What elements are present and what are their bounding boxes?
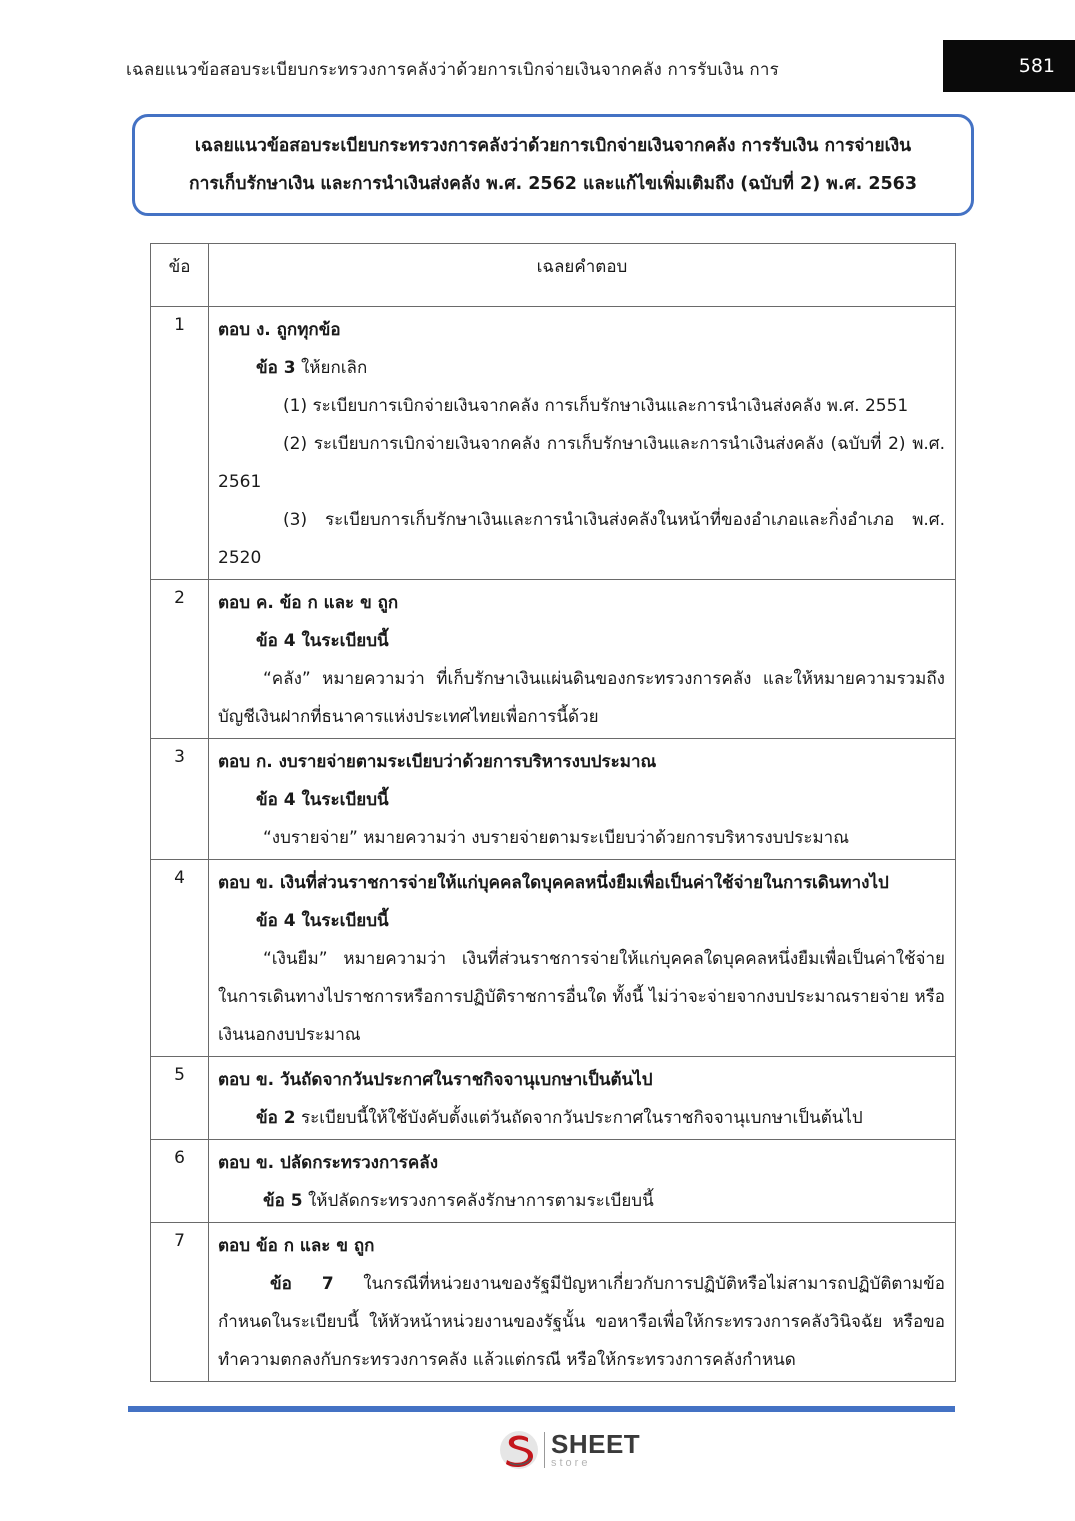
table-row: [151, 1140, 956, 1223]
logo-word: SHEET: [551, 1429, 641, 1459]
reference-label: ข้อ 3: [256, 358, 296, 378]
reference-line: [218, 1099, 945, 1137]
answer-cell: [209, 307, 956, 580]
answer-title: ตอบ ข. วันถัดจากวันประกาศในราชกิจจานุเบกษาเป็นต้นไป: [218, 1070, 653, 1090]
list-item: (2) ระเบียบการเบิกจ่ายเงินจากคลัง การเก็บรักษาเงินและการนำเงินส่งคลัง (ฉบับที่ 2) พ.ศ. 2561: [218, 434, 945, 492]
title-line-2: การเก็บรักษาเงิน และการนำเงินส่งคลัง พ.ศ. 2562 และแก้ไขเพิ่มเติมถึง (ฉบับที่ 2) พ.ศ. 2563: [188, 174, 918, 194]
explanation-paragraph: “เงินยืม” หมายความว่า เงินที่ส่วนราชการจ่ายให้แก่บุคคลใดบุคคลหนึ่งยืมเพื่อเป็นค่าใช้จ่าย ในการเดินทางไปราชการหรือการปฏิบัติราชการอื่นใด ทั้งนี้ ไม่ว่าจะจ่ายจากงบประมาณรายจ่าย หรือเงินนอกงบประมาณ: [218, 949, 945, 1045]
table-row: [151, 307, 956, 580]
answer-cell: [209, 1057, 956, 1140]
table-row: [151, 1223, 956, 1382]
logo-subword: store: [551, 1457, 591, 1469]
answer-cell: [209, 860, 956, 1057]
answer-cell: [209, 739, 956, 860]
answer-table: [150, 243, 956, 1382]
reference-text: ให้ยกเลิก: [295, 358, 368, 378]
answer-cell: [209, 1140, 956, 1223]
sheet-store-logo: [498, 1428, 640, 1472]
answer-title: ตอบ ก. งบรายจ่ายตามระเบียบว่าด้วยการบริหารงบประมาณ: [218, 752, 657, 772]
row-number: 6: [151, 1140, 209, 1223]
answer-title: ตอบ ข้อ ก และ ข ถูก: [218, 1236, 375, 1256]
reference-label: ข้อ 4 ในระเบียบนี้: [256, 790, 389, 810]
list-item: (3) ระเบียบการเก็บรักษาเงินและการนำเงินส่งคลังในหน้าที่ของอำเภอและกิ่งอำเภอ พ.ศ. 2520: [218, 510, 945, 568]
column-header-no: ข้อ: [151, 244, 209, 307]
reference-label: ข้อ 2: [256, 1108, 296, 1128]
answer-cell: [209, 580, 956, 739]
column-header-answer: เฉลยคำตอบ: [209, 244, 956, 307]
page-number: 581: [943, 40, 1075, 92]
answer-title: ตอบ ง. ถูกทุกข้อ: [218, 320, 341, 340]
row-number: 3: [151, 739, 209, 860]
table-row: [151, 1057, 956, 1140]
table-row: [151, 580, 956, 739]
answer-title: ตอบ ข. ปลัดกระทรวงการคลัง: [218, 1153, 439, 1173]
title-line-1: เฉลยแนวข้อสอบระเบียบกระทรวงการคลังว่าด้วยการเบิกจ่ายเงินจากคลัง การรับเงิน การจ่ายเงิน: [194, 136, 912, 156]
explanation-paragraph: “งบรายจ่าย” หมายความว่า งบรายจ่ายตามระเบียบว่าด้วยการบริหารงบประมาณ: [263, 828, 849, 848]
reference-line: [218, 1182, 945, 1220]
row-number: 2: [151, 580, 209, 739]
reference-label: ข้อ 7: [270, 1274, 334, 1294]
title-box: [132, 114, 974, 216]
reference-label: ข้อ 4 ในระเบียบนี้: [256, 631, 389, 651]
explanation-paragraph: [218, 1265, 945, 1379]
sheet-store-logo-icon: [498, 1429, 540, 1471]
reference-text: ในกรณีที่หน่วยงานของรัฐมีปัญหาเกี่ยวกับการปฏิบัติหรือไม่สามารถปฏิบัติตามข้อกำหนดในระเบียบนี้ ให้หัวหน้าหน่วยงานของรัฐนั้น ขอหารือเพื่อให้กระทรวงการคลังวินิจฉัย หรือขอทำความตกลงกับกระทรวงการคลัง แล้วแต่กรณี หรือให้กระทรวงการคลังกำหนด: [218, 1274, 945, 1370]
reference-label: ข้อ 4 ในระเบียบนี้: [256, 911, 389, 931]
reference-line: [218, 349, 945, 387]
explanation-paragraph: “คลัง” หมายความว่า ที่เก็บรักษาเงินแผ่นดินของกระทรวงการคลัง และให้หมายความรวมถึง บัญชีเงินฝากที่ธนาคารแห่งประเทศไทยเพื่อการนี้ด้วย: [218, 669, 945, 727]
reference-text: ระเบียบนี้ให้ใช้บังคับตั้งแต่วันถัดจากวันประกาศในราชกิจจานุเบกษาเป็นต้นไป: [295, 1108, 863, 1128]
answer-title: ตอบ ค. ข้อ ก และ ข ถูก: [218, 593, 399, 613]
list-item: (1) ระเบียบการเบิกจ่ายเงินจากคลัง การเก็บรักษาเงินและการนำเงินส่งคลัง พ.ศ. 2551: [283, 396, 909, 416]
logo-text: [551, 1431, 640, 1469]
table-row: [151, 739, 956, 860]
row-number: 7: [151, 1223, 209, 1382]
table-header-row: [151, 244, 956, 307]
answer-title: ตอบ ข. เงินที่ส่วนราชการจ่ายให้แก่บุคคลใดบุคคลหนึ่งยืมเพื่อเป็นค่าใช้จ่ายในการเดินทางไป: [218, 873, 889, 893]
row-number: 1: [151, 307, 209, 580]
answer-cell: [209, 1223, 956, 1382]
table-row: [151, 860, 956, 1057]
row-number: 5: [151, 1057, 209, 1140]
logo-divider: [544, 1432, 545, 1468]
reference-label: ข้อ 5: [263, 1191, 303, 1211]
footer-rule: [128, 1406, 955, 1412]
row-number: 4: [151, 860, 209, 1057]
running-header: เฉลยแนวข้อสอบระเบียบกระทรวงการคลังว่าด้วยการเบิกจ่ายเงินจากคลัง การรับเงิน การ: [126, 60, 779, 80]
reference-text: ให้ปลัดกระทรวงการคลังรักษาการตามระเบียบนี้: [302, 1191, 654, 1211]
